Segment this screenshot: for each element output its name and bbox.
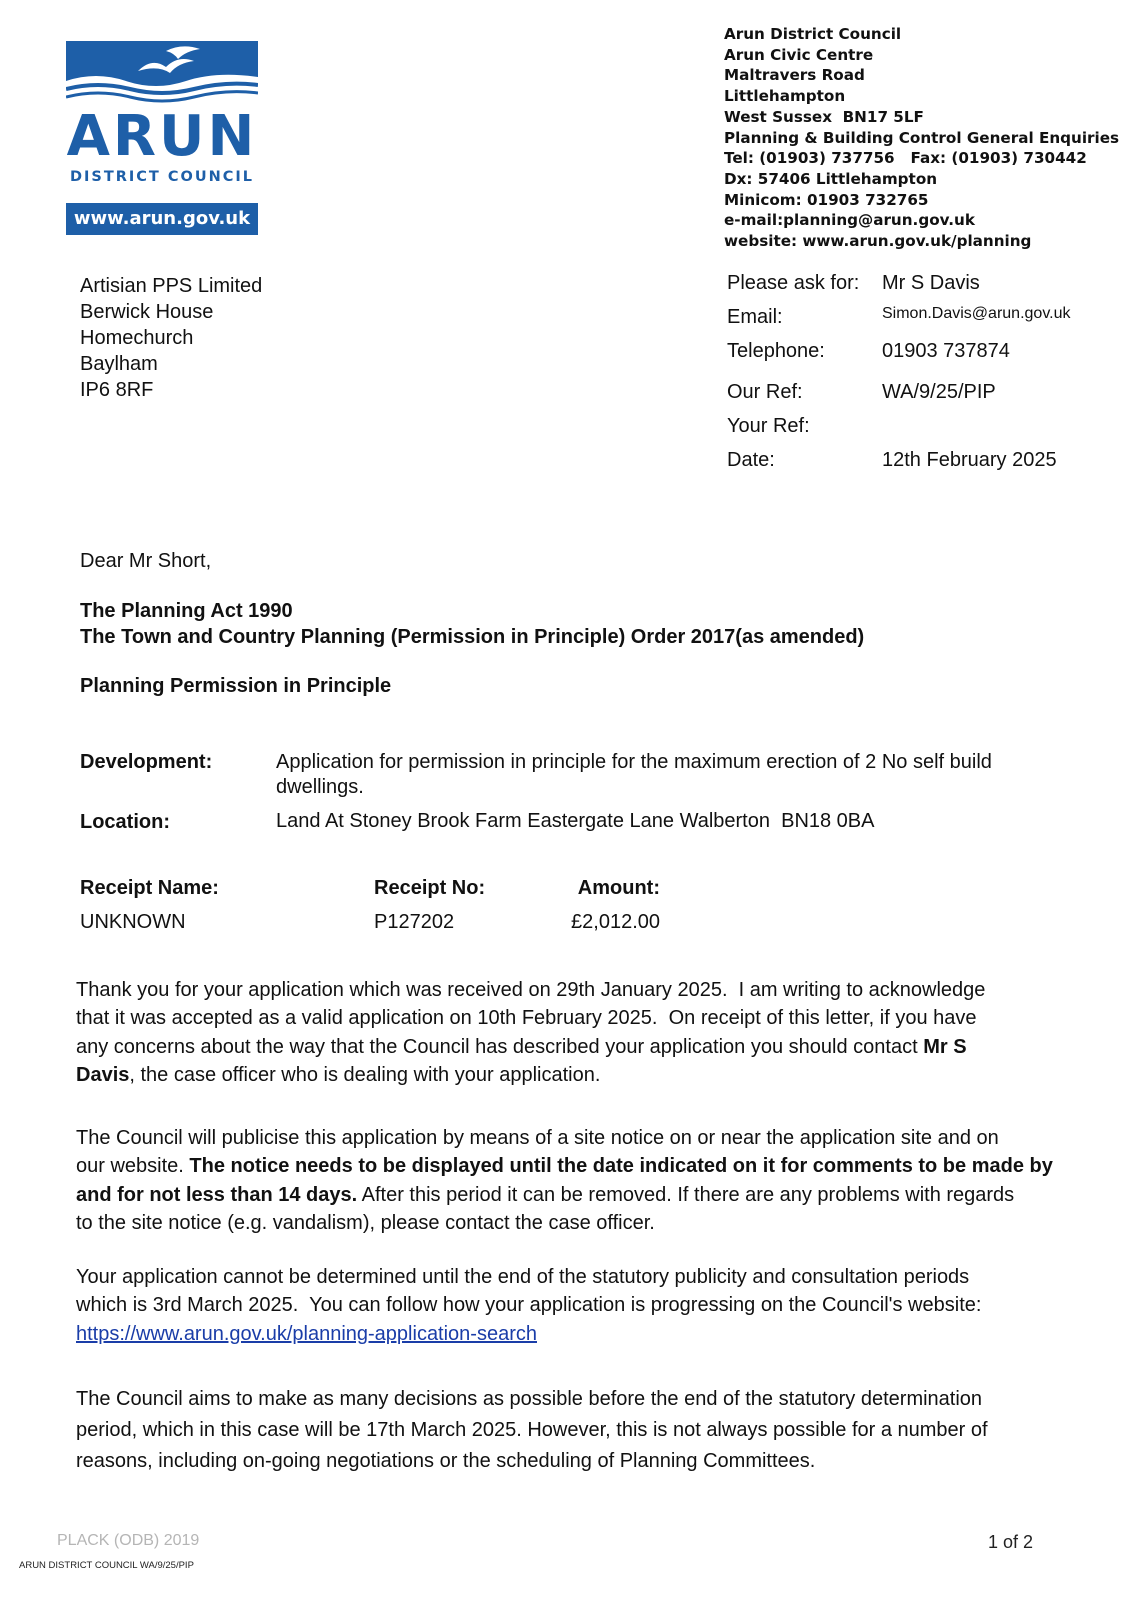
email-label: Email: [727,306,783,328]
council-address-line: Planning & Building Control General Enquiries [724,128,1120,147]
receipt-no-value: P127202 [374,911,455,933]
planning-search-link[interactable]: https://www.arun.gov.uk/planning-application-search [76,1322,537,1345]
ask-for-label: Please ask for: [727,272,860,294]
council-address-line: website: www.arun.gov.uk/planning [724,232,1032,251]
footer-reference: ARUN DISTRICT COUNCIL WA/9/25/PIP [19,1560,194,1571]
council-address-line: Arun Civic Centre [724,45,874,64]
para-text: After this period it can be removed. If there are any problems with regards [357,1183,1015,1206]
receipt-name-header: Receipt Name: [80,877,219,899]
telephone-label: Telephone: [727,340,825,362]
our-ref-label: Our Ref: [727,381,803,403]
development-label: Development: [80,751,213,773]
para-line: The Council aims to make as many decisions as possible before the end of the statutory determination [76,1388,983,1410]
para-line: reasons, including on-going negotiations or the scheduling of Planning Committees. [76,1450,816,1472]
para-line: period, which in this case will be 17th March 2025. However, this is not always possible for a number of [76,1419,988,1441]
act-title: The Planning Act 1990 [80,600,293,622]
para-line: The Council will publicise this application by means of a site notice on or near the application site and on [76,1127,999,1149]
amount-value: £2,012.00 [571,911,660,933]
para-line: to the site notice (e.g. vandalism), please contact the case officer. [76,1211,655,1234]
seagull-wave-icon [66,41,258,104]
location-label: Location: [80,811,170,833]
salutation: Dear Mr Short, [80,550,212,572]
our-ref-value: WA/9/25/PIP [882,381,996,403]
council-address-line: Littlehampton [724,87,846,106]
notice-emphasis: The notice needs to be displayed until the date indicated on it for comments to be made by [189,1155,1053,1178]
order-title: The Town and Country Planning (Permission in Principle) Order 2017(as amended) [80,626,865,648]
council-address-line: West Sussex BN17 5LF [724,107,924,126]
logo-url: www.arun.gov.uk [66,203,258,235]
your-ref-label: Your Ref: [727,415,810,437]
logo-wordmark: ARUN [66,104,258,169]
para-line: which is 3rd March 2025. You can follow how your application is progressing on the Council's website: [76,1294,982,1317]
council-address-line: Tel: (01903) 737756 Fax: (01903) 730442 [724,149,1087,168]
recipient-address [80,273,262,403]
recipient-line: Berwick House [80,301,214,323]
form-code: PLACK (ODB) 2019 [57,1532,200,1549]
para-text: , the case officer who is dealing with your application. [129,1063,601,1086]
ask-for-value: Mr S Davis [882,272,980,294]
council-address [724,24,1119,252]
development-text-1: Application for permission in principle for the maximum erection of 2 No self build [276,751,992,773]
recipient-line: Artisian PPS Limited [80,275,263,297]
recipient-line: Baylham [80,353,158,375]
council-address-line: Arun District Council [724,25,902,43]
telephone-value: 01903 737874 [882,340,1010,362]
notice-emphasis: and for not less than 14 days. [76,1183,358,1206]
council-address-line: e-mail:planning@arun.gov.uk [724,211,975,230]
receipt-name-value: UNKNOWN [80,911,186,933]
recipient-line: IP6 8RF [80,379,154,401]
para-line: Thank you for your application which was received on 29th January 2025. I am writing to acknowledge [76,979,986,1001]
council-address-line: Minicom: 01903 732765 [724,190,929,209]
case-officer-name: Davis [76,1063,130,1086]
case-officer-name: Mr S [923,1035,967,1058]
council-address-line: Dx: 57406 Littlehampton [724,169,938,188]
paragraph-determination [76,1263,1056,1348]
arun-logo [66,41,258,234]
para-line: that it was accepted as a valid application on 10th February 2025. On receipt of this letter, if you have [76,1007,977,1030]
logo-subtitle: DISTRICT COUNCIL [69,169,255,185]
paragraph-decision-period [76,1384,1056,1477]
paragraph-acknowledgement [76,976,1056,1089]
amount-header: Amount: [577,877,660,899]
receipt-no-header: Receipt No: [374,877,486,899]
paragraph-site-notice [76,1124,1056,1237]
letter-heading: Planning Permission in Principle [80,675,392,697]
council-address-line: Maltravers Road [724,66,865,85]
date-label: Date: [727,449,775,471]
development-text-2: dwellings. [276,776,364,798]
para-line: Your application cannot be determined until the end of the statutory publicity and consultation periods [76,1266,970,1288]
location-text: Land At Stoney Brook Farm Eastergate Lane Walberton BN18 0BA [276,810,875,832]
para-text: any concerns about the way that the Council has described your application you should contact [76,1035,924,1058]
recipient-line: Homechurch [80,327,194,349]
date-value: 12th February 2025 [882,449,1057,471]
email-value[interactable]: Simon.Davis@arun.gov.uk [882,305,1071,322]
para-text: our website. [76,1155,190,1178]
page-number: 1 of 2 [988,1532,1034,1552]
